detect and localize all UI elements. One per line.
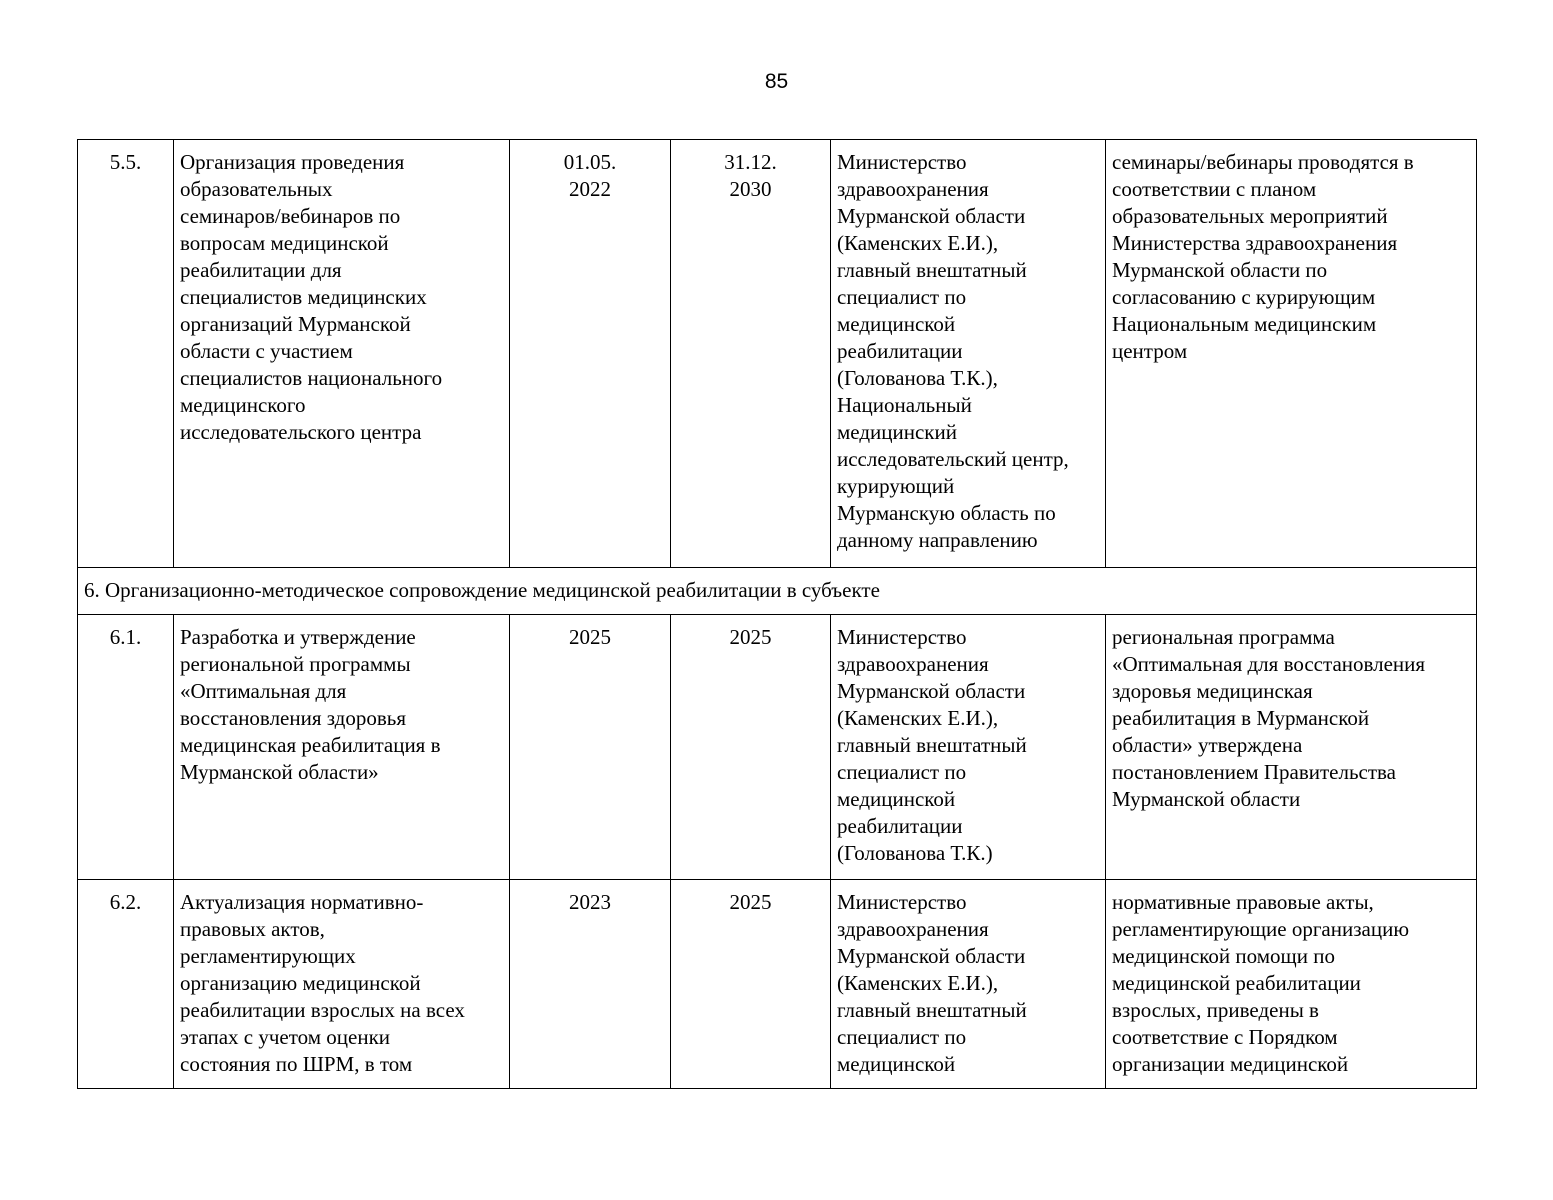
row-number: 5.5. — [78, 140, 174, 568]
result-cell: нормативные правовые акты, регламентирующие организацию медицинской помощи по медицинской реабилитации взрослых, приведены в соответствие с Порядком организации медицинской — [1106, 880, 1477, 1089]
result-cell: региональная программа «Оптимальная для восстановления здоровья медицинская реабилитация в Мурманской области» утверждена постановлением Правительства Мурманской области — [1106, 615, 1477, 880]
responsible-cell: Министерство здравоохранения Мурманской области (Каменских Е.И.), главный внештатный специалист по медицинской реабилитации (Голованова Т.К.), Национальный медицинский исследовательский центр, курирующий Мурманскую область по данному направлению — [831, 140, 1106, 568]
end-date-cell: 2025 — [671, 880, 831, 1089]
table-row — [78, 880, 1477, 1089]
table-row — [78, 140, 1477, 568]
page-number: 85 — [764, 70, 789, 93]
activity-cell: Актуализация нормативно- правовых актов, регламентирующих организацию медицинской реабилитации взрослых на всех этапах с учетом оценки состояния по ШРМ, в том — [174, 880, 510, 1089]
end-date-cell: 31.12. 2030 — [671, 140, 831, 568]
start-date-cell: 01.05. 2022 — [510, 140, 671, 568]
result-cell: семинары/вебинары проводятся в соответствии с планом образовательных мероприятий Министерства здравоохранения Мурманской области по согласованию с курирующим Национальным медицинским центром — [1106, 140, 1477, 568]
start-date-cell: 2023 — [510, 880, 671, 1089]
row-number: 6.2. — [78, 880, 174, 1089]
section-heading: 6. Организационно-методическое сопровождение медицинской реабилитации в субъекте — [78, 568, 1477, 615]
activity-cell: Разработка и утверждение региональной программы «Оптимальная для восстановления здоровья медицинская реабилитация в Мурманской области» — [174, 615, 510, 880]
end-date-cell: 2025 — [671, 615, 831, 880]
section-row — [78, 568, 1477, 615]
start-date-cell: 2025 — [510, 615, 671, 880]
table-row — [78, 615, 1477, 880]
activities-table — [77, 139, 1477, 1089]
responsible-cell: Министерство здравоохранения Мурманской области (Каменских Е.И.), главный внештатный специалист по медицинской реабилитации (Голованова Т.К.) — [831, 615, 1106, 880]
row-number: 6.1. — [78, 615, 174, 880]
activity-cell: Организация проведения образовательных семинаров/вебинаров по вопросам медицинской реабилитации для специалистов медицинских организаций Мурманской области с участием специалистов национального медицинского исследовательского центра — [174, 140, 510, 568]
responsible-cell: Министерство здравоохранения Мурманской области (Каменских Е.И.), главный внештатный специалист по медицинской — [831, 880, 1106, 1089]
